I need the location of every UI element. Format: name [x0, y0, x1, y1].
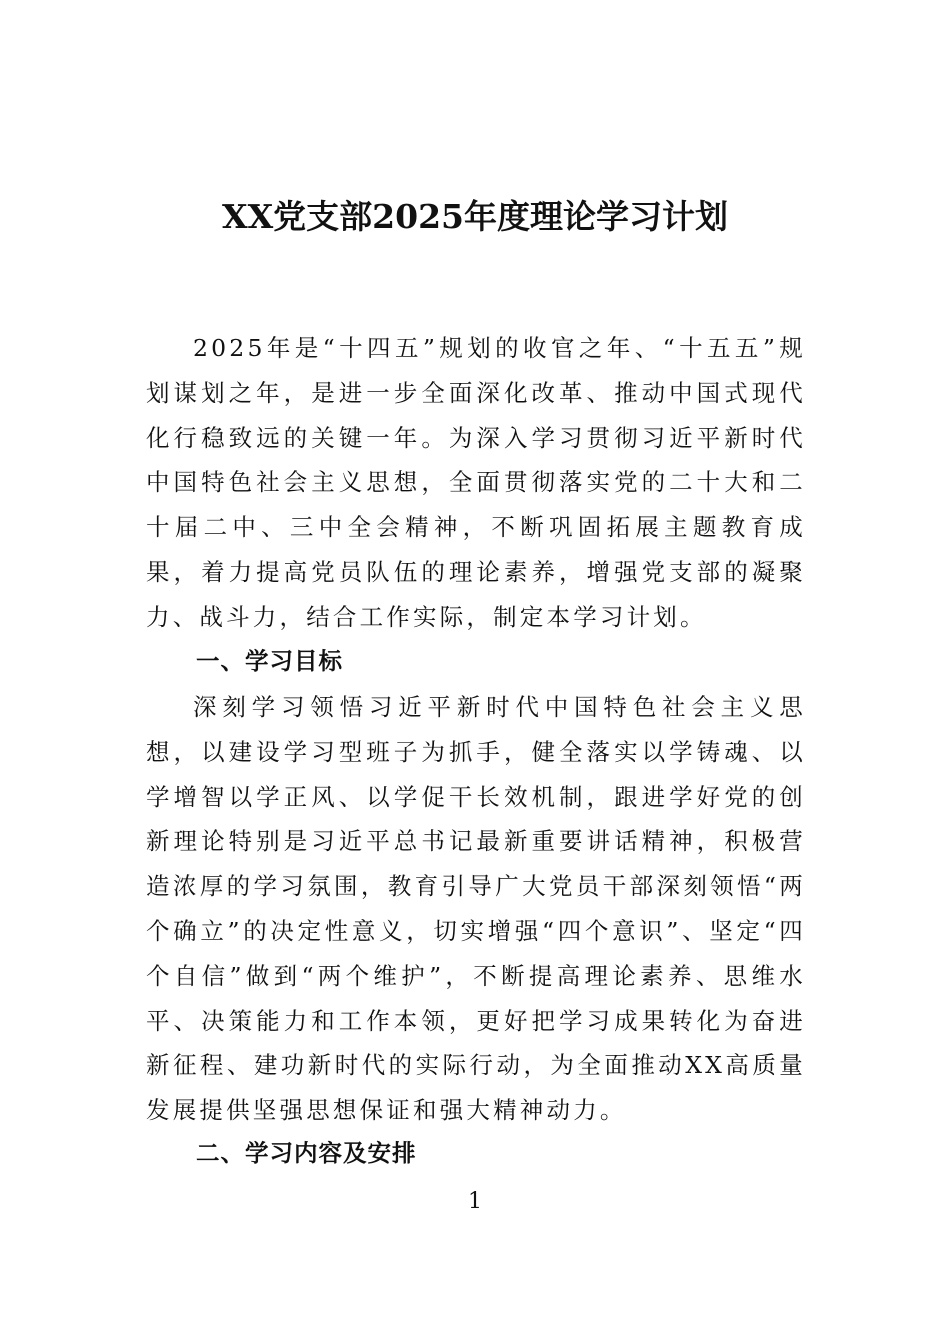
- goals-paragraph: 深刻学习领悟习近平新时代中国特色社会主义思想，以建设学习型班子为抓手，健全落实以学铸魂、以学增智以学正风、以学促干长效机制，跟进学好党的创新理论特别是习近平总书记最新重要讲话精神，积极营造浓厚的学习氛围，教育引导广大党员干部深刻领悟“两个确立”的决定性意义，切实增强“四个意识”、坚定“四个自信”做到“两个维护”，不断提高理论素养、思维水平、决策能力和工作本领，更好把学习成果转化为奋进新征程、建功新时代的实际行动，为全面推动XX高质量发展提供坚强思想保证和强大精神动力。: [146, 693, 806, 1125]
- section-heading-content: 二、学习内容及安排: [196, 1139, 417, 1167]
- goals-section: [146, 685, 806, 1133]
- document-title: XX党支部2025年度理论学习计划: [221, 197, 729, 236]
- page-number: 1: [468, 1189, 482, 1214]
- intro-paragraph: 2025年是“十四五”规划的收官之年、“十五五”规划谋划之年，是进一步全面深化改革、推动中国式现代化行稳致远的关键一年。为深入学习贯彻习近平新时代中国特色社会主义思想，全面贯彻落实党的二十大和二十届二中、三中全会精神，不断巩固拓展主题教育成果，着力提高党员队伍的理论素养，增强党支部的凝聚力、战斗力，结合工作实际，制定本学习计划。: [146, 334, 806, 631]
- intro-section: [146, 326, 806, 640]
- section-heading-goals: 一、学习目标: [196, 647, 343, 675]
